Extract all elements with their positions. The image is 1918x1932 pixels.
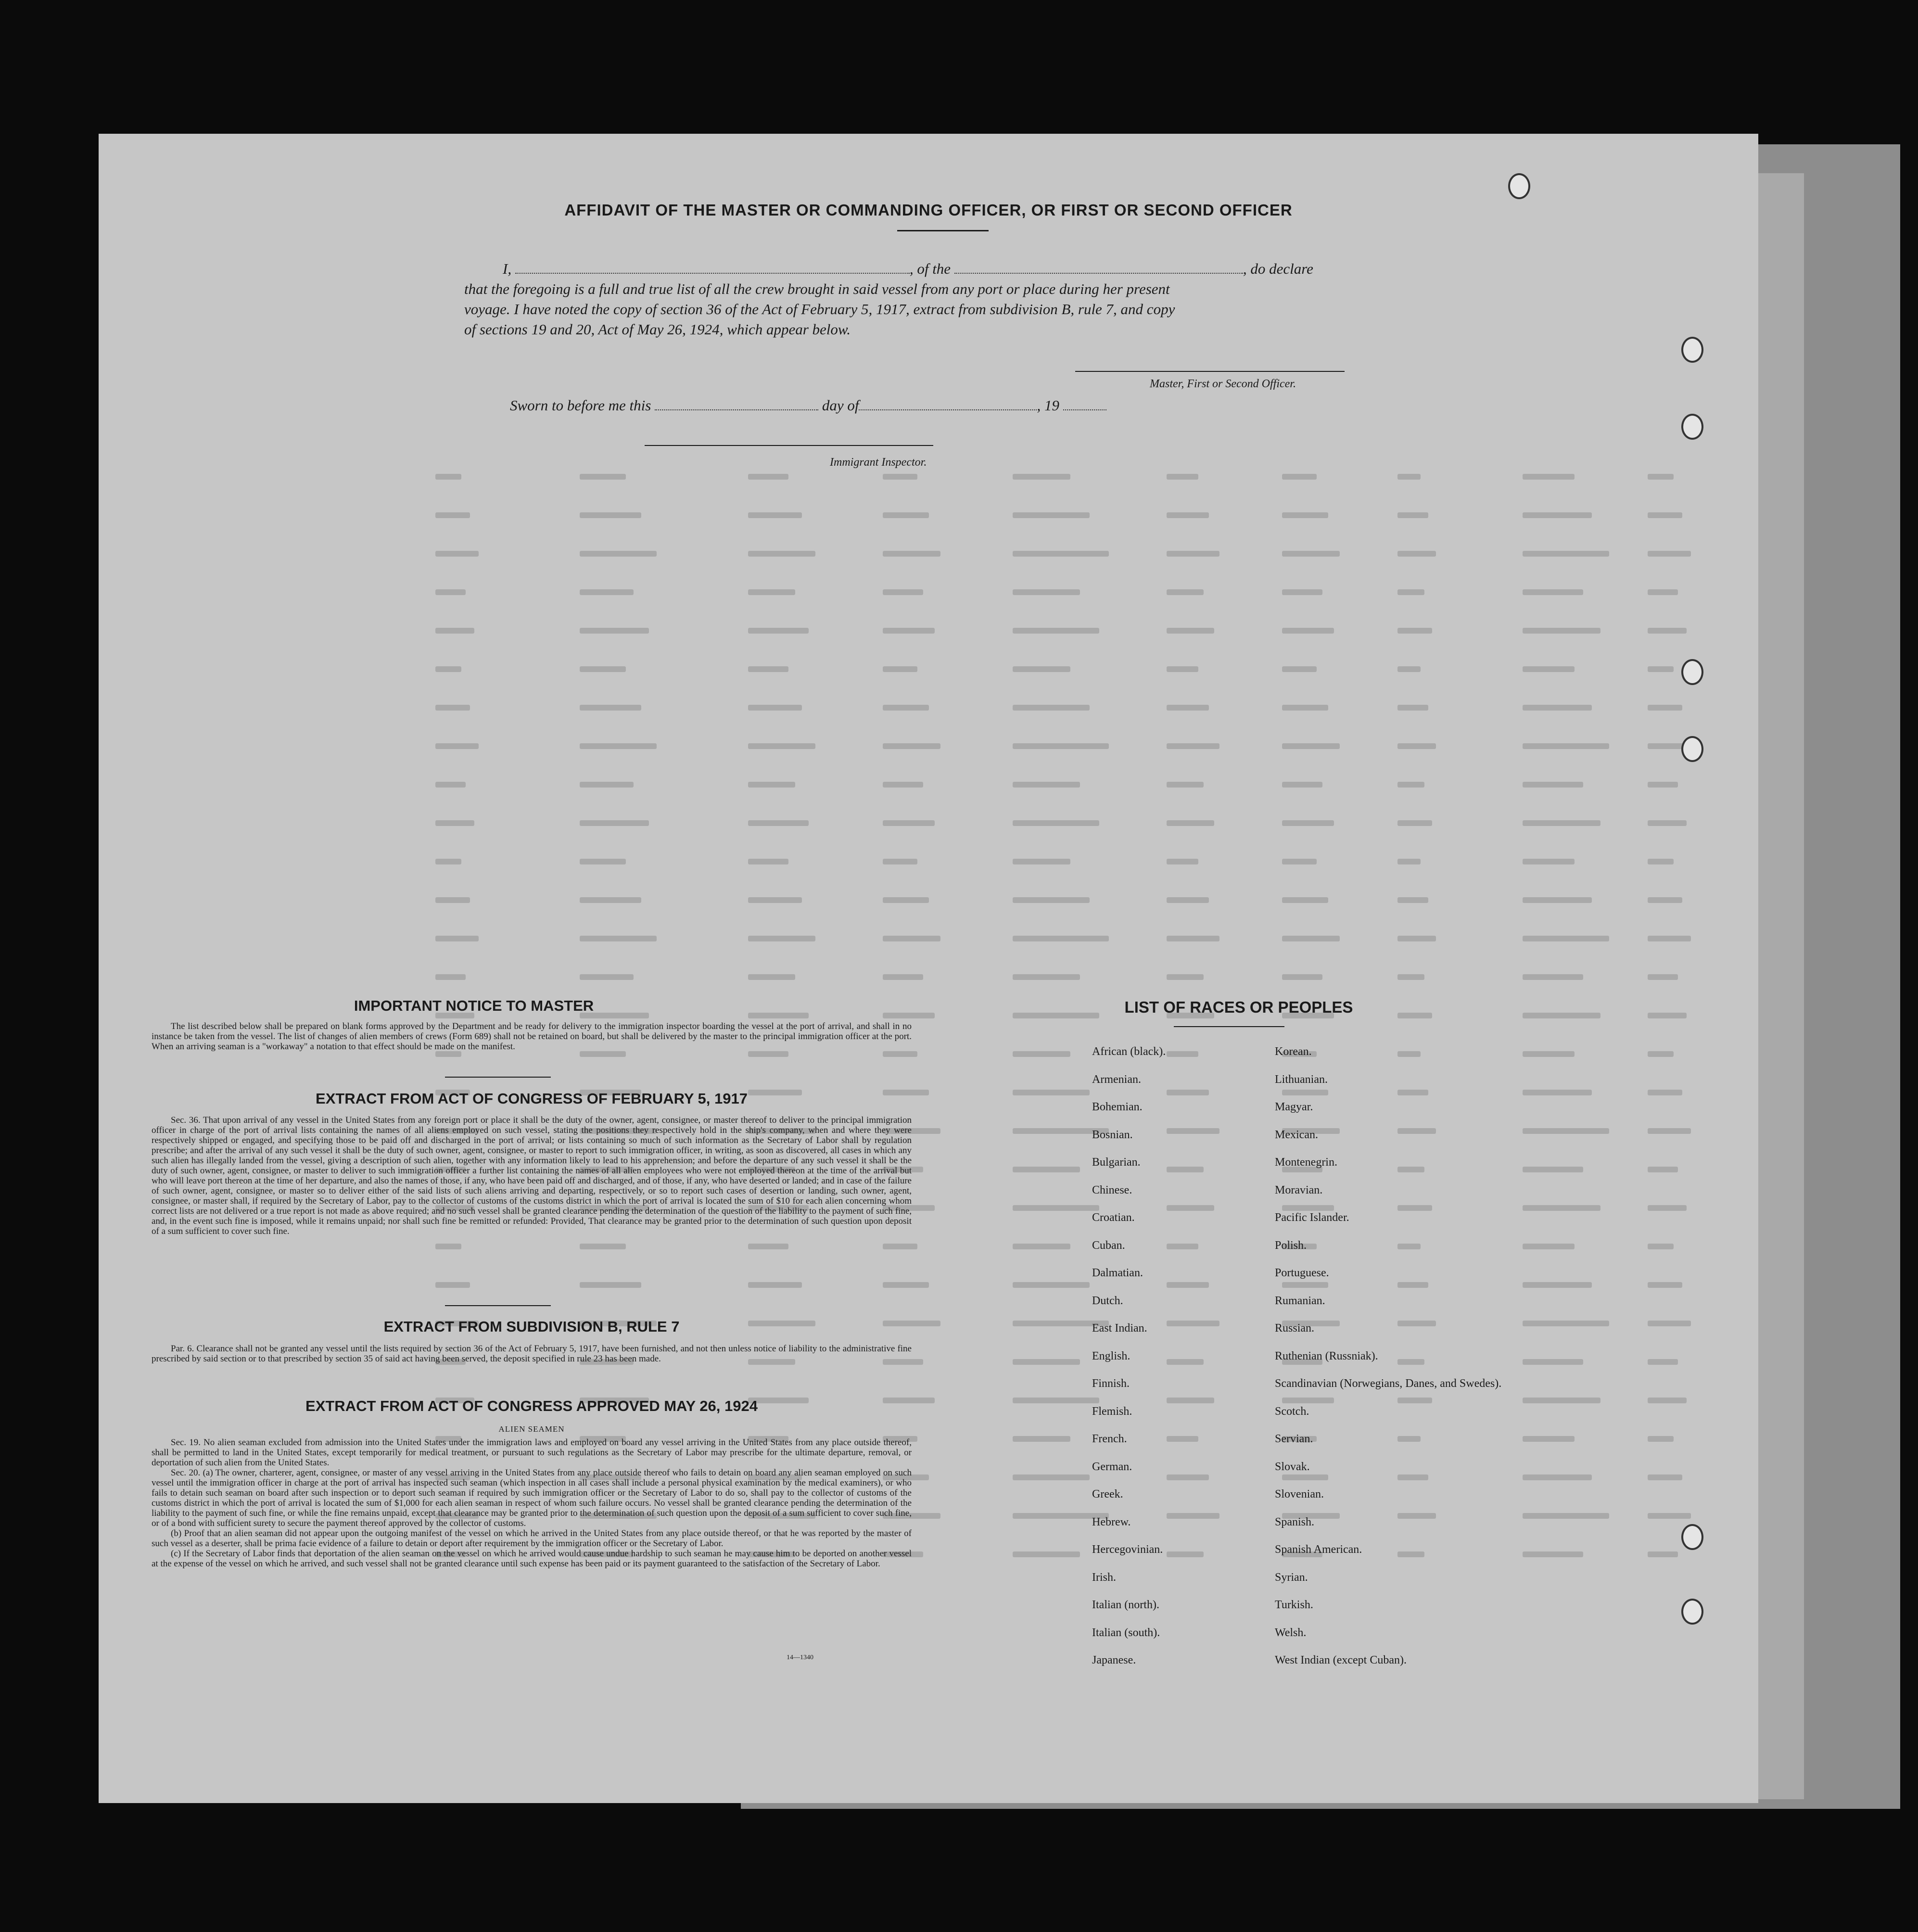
notice-text	[152, 1021, 912, 1052]
affidavit-line-1	[503, 260, 1313, 278]
inspector-signature-line[interactable]	[645, 445, 933, 446]
race-entry: Slovenian.	[1275, 1488, 1324, 1500]
race-entry: Hercegovinian.	[1092, 1543, 1163, 1556]
year-label: , 19	[1037, 397, 1059, 414]
bleed-through-row	[435, 584, 1734, 603]
race-entry: Italian (north).	[1092, 1599, 1159, 1611]
race-entry: Turkish.	[1275, 1599, 1313, 1611]
bleed-through-row	[435, 699, 1734, 718]
punch-hole	[1681, 736, 1703, 762]
race-entry: Bosnian.	[1092, 1128, 1133, 1141]
vessel-name-field[interactable]	[954, 261, 1243, 274]
race-entry: Mexican.	[1275, 1128, 1318, 1141]
race-entry: Croatian.	[1092, 1211, 1135, 1224]
bleed-through-row	[435, 930, 1734, 949]
notice-heading: IMPORTANT NOTICE TO MASTER	[354, 997, 594, 1014]
punch-hole	[1508, 173, 1530, 199]
of-the-label: , of the	[909, 260, 951, 277]
race-entry: Polish.	[1275, 1239, 1307, 1252]
race-entry: Scandinavian (Norwegians, Danes, and Swedes).	[1275, 1377, 1502, 1390]
par6-paragraph: Par. 6. Clearance shall not be granted any vessel until the lists required by section 36 of the Act of February 5, 1917, have been furnished, and not then unless notice of liability to the administrative fine prescribed by said section or to that prescribed by section 35 of said act having been served, the deposit specified in rule 23 has been made.	[152, 1344, 912, 1364]
race-entry: Japanese.	[1092, 1654, 1136, 1666]
form-number: 14—1340	[787, 1654, 813, 1661]
sworn-day-field[interactable]	[655, 398, 818, 410]
races-list-left	[1092, 1038, 1166, 1675]
punch-hole	[1681, 659, 1703, 685]
races-rule	[1174, 1026, 1284, 1027]
bleed-through-row	[435, 622, 1734, 641]
inspector-signature-label: Immigrant Inspector.	[830, 456, 927, 469]
declarant-prefix: I,	[503, 260, 512, 277]
race-entry: Pacific Islander.	[1275, 1211, 1349, 1224]
race-entry: Slovak.	[1275, 1460, 1310, 1473]
sec20a-paragraph: Sec. 20. (a) The owner, charterer, agent, consignee, or master of any vessel arriving in the United States from any place outside thereof who fails to detain on board any alien seaman employed on such vessel until the immigration officer in charge at the port of arrival has inspected such seaman (which inspection in all cases shall include a personal physical examination by the medical examiners), or who fails to detain such seaman on board after such inspection or to deport such seaman if required by such immigration officer or the Secretary of Labor to do so, shall pay to the collector of customs of the customs district in which the port of arrival is located the sum of $1,000 for each alien seaman in respect of whom such failure occurs. No vessel shall be granted clearance pending the determination of the liability to the payment of such fine, or while the fine remains unpaid, except that clearance may be granted prior to the determination of such question upon the deposit of a sum sufficient to cover such fine, or of a bond with sufficient surety to secure the payment thereof approved by the collector of customs.	[152, 1468, 912, 1528]
rule7-heading: EXTRACT FROM SUBDIVISION B, RULE 7	[383, 1318, 680, 1335]
race-entry: African (black).	[1092, 1045, 1166, 1058]
document-page	[99, 134, 1758, 1803]
bleed-through-row	[435, 737, 1734, 757]
race-entry: French.	[1092, 1433, 1127, 1445]
race-entry: West Indian (except Cuban).	[1275, 1654, 1407, 1666]
bleed-through-row	[435, 1238, 1734, 1257]
section-divider	[445, 1077, 551, 1078]
affidavit-line-4: of sections 19 and 20, Act of May 26, 1924, which appear below.	[464, 321, 851, 338]
bleed-through-row	[435, 814, 1734, 834]
race-entry: Greek.	[1092, 1488, 1123, 1500]
sworn-year-field[interactable]	[1063, 398, 1106, 410]
day-of-label: day of	[822, 397, 859, 414]
race-entry: Ruthenian (Russniak).	[1275, 1349, 1378, 1362]
sec20b-paragraph: (b) Proof that an alien seaman did not appear upon the outgoing manifest of the vessel on which he arrived in the United States from any place outside thereof, or that he was reported by the master of such vessel as a deserter, shall be prima facie evidence of a failure to detain or deport after requirement by the immigration officer or the Secretary of Labor.	[152, 1528, 912, 1549]
race-entry: Welsh.	[1275, 1626, 1307, 1639]
title-rule	[897, 230, 989, 231]
race-entry: Russian.	[1275, 1322, 1315, 1335]
punch-hole	[1681, 1524, 1703, 1550]
sworn-month-field[interactable]	[859, 398, 1037, 410]
bleed-through-row	[435, 853, 1734, 872]
sec36-paragraph: Sec. 36. That upon arrival of any vessel in the United States from any foreign port or place it shall be the duty of the owner, agent, consignee, or master thereof to deliver to the principal immigration officer in charge of the port of arrival lists containing the names of all aliens employed on such vessel, stating the positions they respectively hold in the ship's company, when and where they were respectively shipped or engaged, and specifying those to be paid off and discharged in the port of arrival; or lists containing so much of such information as the Secretary of Labor shall by regulation prescribe; and after the arrival of any such vessel it shall be the duty of such owner, agent, consignee, or master to report to such immigration officer, in writing, as soon as discovered, all cases in which any such alien has illegally landed from the vessel, giving a description of such alien, together with any information likely to lead to his apprehension; and before the departure of any such vessel it shall be the duty of such owner, agent, consignee, or master to deliver to such immigration officer a further list containing the names of all alien employees who were not employed thereon at the time of the arrival but who will leave port thereon at the time of her departure, and also the names of those, if any, who have been paid off and discharged, and of those, if any, who have deserted or landed; and in case of the failure of such owner, agent, consignee, or master so to deliver either of the said lists of such aliens arriving and departing, respectively, or so to report such cases of desertion or landing, such owner, agent, consignee, or master shall, if required by the Secretary of Labor, pay to the collector of customs of the customs district in which the port of arrival is located the sum of $10 for each alien concerning whom correct lists are not delivered or a true report is not made as above required; and no such vessel shall be granted clearance pending the determination of the question of the liability to the payment of such fine, and, in the event such fine is imposed, while it remains unpaid; nor shall such fine be remitted or refunded: Provided, That clearance may be granted prior to the determination of such question upon deposit of a sum sufficient to cover such fine.	[152, 1115, 912, 1236]
race-entry: East Indian.	[1092, 1322, 1147, 1335]
punch-hole	[1681, 414, 1703, 440]
race-entry: Dalmatian.	[1092, 1267, 1143, 1279]
race-entry: Armenian.	[1092, 1073, 1141, 1086]
race-entry: English.	[1092, 1349, 1130, 1362]
race-entry: Servian.	[1275, 1433, 1313, 1445]
sec19-paragraph: Sec. 19. No alien seaman excluded from admission into the United States under the immigration laws and employed on board any vessel arriving in the United States from any place outside thereof, shall be permitted to land in the United States, except temporarily for medical treatment, or pursuant to such regulations as the Secretary of Labor may prescribe for the ultimate departure, removal, or deportation of such alien from the United States.	[152, 1437, 912, 1468]
race-entry: Montenegrin.	[1275, 1156, 1337, 1169]
declare-label: , do declare	[1243, 260, 1313, 277]
bleed-through-row	[435, 468, 1734, 487]
bleed-through-row	[435, 968, 1734, 988]
race-entry: Portuguese.	[1275, 1267, 1329, 1279]
race-entry: Magyar.	[1275, 1101, 1313, 1113]
master-signature-label: Master, First or Second Officer.	[1150, 378, 1296, 390]
race-entry: Syrian.	[1275, 1571, 1308, 1584]
race-entry: Chinese.	[1092, 1183, 1132, 1196]
sworn-line	[510, 397, 1106, 414]
affidavit-line-3: voyage. I have noted the copy of section 36 of the Act of February 5, 1917, extract from subdivision B, rule 7, and copy	[464, 301, 1175, 318]
race-entry: Spanish American.	[1275, 1543, 1362, 1556]
punch-hole	[1681, 337, 1703, 363]
race-entry: Spanish.	[1275, 1515, 1315, 1528]
punch-hole	[1681, 1599, 1703, 1625]
bleed-through-row	[435, 545, 1734, 564]
affidavit-title: AFFIDAVIT OF THE MASTER OR COMMANDING OFFICER, OR FIRST OR SECOND OFFICER	[564, 201, 1293, 219]
race-entry: Scotch.	[1275, 1405, 1309, 1418]
race-entry: Lithuanian.	[1275, 1073, 1328, 1086]
bleed-through-row	[435, 507, 1734, 526]
bleed-through-row	[435, 661, 1734, 680]
race-entry: Irish.	[1092, 1571, 1116, 1584]
extract-1917-text	[152, 1115, 912, 1236]
races-list-right	[1275, 1038, 1501, 1675]
affidavit-line-2: that the foregoing is a full and true list of all the crew brought in said vessel from any port or place during her present	[464, 280, 1170, 297]
race-entry: Dutch.	[1092, 1294, 1123, 1307]
bleed-through-row	[435, 1276, 1734, 1296]
race-entry: Cuban.	[1092, 1239, 1125, 1252]
race-entry: Korean.	[1275, 1045, 1312, 1058]
extract-1924-heading: EXTRACT FROM ACT OF CONGRESS APPROVED MAY 26, 1924	[305, 1398, 758, 1414]
race-entry: Bulgarian.	[1092, 1156, 1141, 1169]
notice-paragraph: The list described below shall be prepared on blank forms approved by the Department and be ready for delivery to the immigration inspector boarding the vessel at the port of arrival, and shall in no instance be taken from the vessel. The list of changes of alien members of crews (Form 689) shall not be retained on board, but shall be delivered by the master to the principal immigration officer at the port. When an arriving seaman is a "workaway" a notation to that effect should be made on the manifest.	[152, 1021, 912, 1052]
race-entry: Bohemian.	[1092, 1101, 1143, 1113]
bleed-through-row	[435, 776, 1734, 795]
sec20c-paragraph: (c) If the Secretary of Labor finds that deportation of the alien seaman on the vessel on which he arrived would cause undue hardship to such seaman he may cause him to be deported on another vessel at the expense of the vessel on which he arrived, and such vessel shall not be granted clearance until such expense has been paid or its payment guaranteed to the satisfaction of the Secretary of Labor.	[152, 1549, 912, 1569]
extract-1924-text	[152, 1437, 912, 1569]
race-entry: German.	[1092, 1460, 1132, 1473]
extract-1917-heading: EXTRACT FROM ACT OF CONGRESS OF FEBRUARY 5, 1917	[316, 1090, 748, 1107]
alien-seamen-subheading: ALIEN SEAMEN	[498, 1424, 565, 1434]
rule7-text	[152, 1344, 912, 1364]
declarant-name-field[interactable]	[515, 261, 910, 274]
race-entry: Rumanian.	[1275, 1294, 1325, 1307]
race-entry: Flemish.	[1092, 1405, 1132, 1418]
sworn-label: Sworn to before me this	[510, 397, 651, 414]
race-entry: Finnish.	[1092, 1377, 1130, 1390]
master-signature-line[interactable]	[1075, 371, 1345, 372]
races-heading: LIST OF RACES OR PEOPLES	[1124, 998, 1353, 1016]
race-entry: Italian (south).	[1092, 1626, 1160, 1639]
bleed-through-row	[435, 891, 1734, 911]
race-entry: Hebrew.	[1092, 1515, 1131, 1528]
section-divider	[445, 1305, 551, 1306]
race-entry: Moravian.	[1275, 1183, 1323, 1196]
